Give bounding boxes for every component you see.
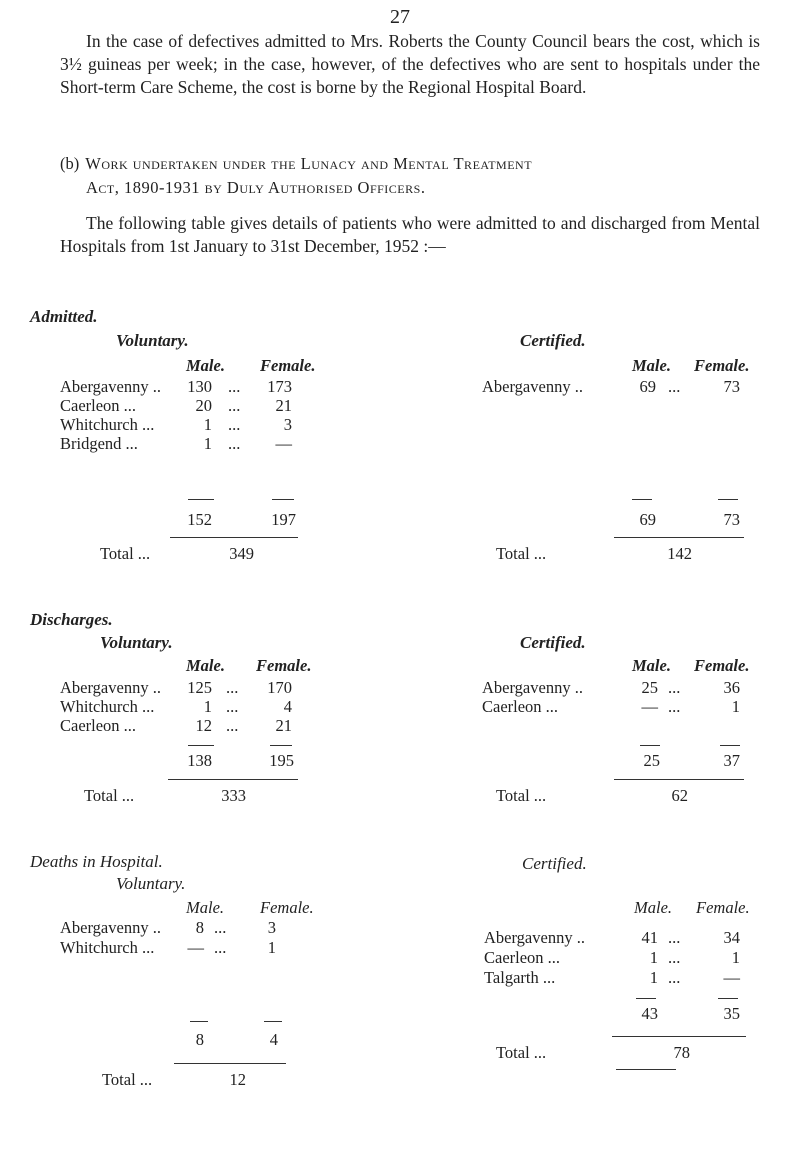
table-row-male: 1 xyxy=(203,697,212,716)
table-row-male: 1 xyxy=(649,948,658,967)
table-row-place: Bridgend ... xyxy=(60,434,138,453)
table-row-sep: ... xyxy=(668,968,681,987)
total-value: 62 xyxy=(671,786,688,805)
deaths-vol-female-heading: Female. xyxy=(260,898,314,917)
table-row-male: — xyxy=(641,697,658,716)
admitted-vol-male-heading: Male. xyxy=(186,356,225,375)
table-row-sep: ... xyxy=(668,377,681,396)
table-row-male: 41 xyxy=(641,928,658,947)
table-intro-paragraph: The following table gives details of patients who were admitted to and discharged from Mental Hospitals from 1st January to 31st December, 1952 :— xyxy=(60,213,760,256)
deaths-voluntary-heading: Voluntary. xyxy=(116,874,186,893)
total-value: 142 xyxy=(667,544,692,563)
table-row-male: 25 xyxy=(641,678,658,697)
admitted-voluntary-heading: Voluntary. xyxy=(116,331,189,350)
table-row-sep: ... xyxy=(668,948,681,967)
table-row-male: 1 xyxy=(203,415,212,434)
page-number: 27 xyxy=(390,6,410,28)
table-row-sep: ... xyxy=(668,678,681,697)
table-row-male: 130 xyxy=(187,377,212,396)
intro-paragraph: In the case of defectives admitted to Mrs. Roberts the County Council bears the cost, which is 3½ guineas per week; in the case, however, of the defectives who are sent to hospitals under the Short-term Care Scheme, the cost is borne by the Regional Hospital Board. xyxy=(60,31,760,97)
table-row-female: 21 xyxy=(275,716,292,735)
table-row-place: Caerleon ... xyxy=(60,396,137,415)
table-row-place: Caerleon ... xyxy=(484,948,561,967)
table-row-place: Abergavenny .. xyxy=(60,377,161,396)
admitted-vol-female-heading: Female. xyxy=(260,356,316,375)
table-row-sep: ... xyxy=(228,415,241,434)
table-row-female: 1 xyxy=(731,948,740,967)
total-value: 333 xyxy=(221,786,246,805)
subtotal-female: 73 xyxy=(723,510,740,529)
closing-rule xyxy=(616,1069,676,1070)
table-row-female: 4 xyxy=(283,697,292,716)
deaths-vol-male-heading: Male. xyxy=(186,898,225,917)
total-rule xyxy=(614,537,744,538)
table-row-place: Talgarth ... xyxy=(484,968,556,987)
table-row-male: 8 xyxy=(195,918,204,937)
subtotal-female: 197 xyxy=(271,510,296,529)
subtotal-male: 43 xyxy=(641,1004,658,1023)
subtotal-rule xyxy=(272,499,294,500)
deaths-title: Deaths in Hospital. xyxy=(30,852,163,871)
subtotal-rule xyxy=(188,499,214,500)
subtotal-rule xyxy=(640,745,660,746)
total-label: Total ... xyxy=(496,1043,547,1062)
admitted-certified-heading: Certified. xyxy=(520,331,586,350)
admitted-title: Admitted. xyxy=(30,307,98,326)
total-label: Total ... xyxy=(84,786,135,805)
subtotal-male: 25 xyxy=(643,751,660,770)
table-row-male: 20 xyxy=(195,396,212,415)
discharges-cert-female-heading: Female. xyxy=(694,656,750,675)
heading-line-1: Work undertaken under the Lunacy and Mental Treatment xyxy=(85,154,533,173)
table-row-sep: ... xyxy=(228,377,241,396)
admitted-cert-male-heading: Male. xyxy=(632,356,671,375)
subtotal-female: 35 xyxy=(723,1004,740,1023)
table-row-place: Abergavenny .. xyxy=(60,918,161,937)
table-row-place: Abergavenny .. xyxy=(482,377,583,396)
table-row-place: Whitchurch ... xyxy=(60,938,155,957)
total-label: Total ... xyxy=(100,544,151,563)
table-row-male: — xyxy=(187,938,204,957)
table-row-sep: ... xyxy=(226,716,239,735)
table-row-sep: ... xyxy=(214,918,227,937)
total-value: 349 xyxy=(229,544,254,563)
section-heading xyxy=(60,152,760,200)
table-row-place: Whitchurch ... xyxy=(60,697,155,716)
total-value: 12 xyxy=(229,1070,246,1089)
table-row-sep: ... xyxy=(214,938,227,957)
total-rule xyxy=(168,779,298,780)
table-row-place: Whitchurch ... xyxy=(60,415,155,434)
subtotal-male: 152 xyxy=(187,510,212,529)
discharges-certified-heading: Certified. xyxy=(520,633,586,652)
subtotal-male: 138 xyxy=(187,751,212,770)
subtotal-female: 195 xyxy=(269,751,294,770)
total-label: Total ... xyxy=(102,1070,153,1089)
table-row-female: 36 xyxy=(723,678,740,697)
total-value: 78 xyxy=(673,1043,690,1062)
subtotal-female: 37 xyxy=(723,751,740,770)
deaths-cert-female-heading: Female. xyxy=(696,898,750,917)
table-row-place: Abergavenny .. xyxy=(60,678,161,697)
total-label: Total ... xyxy=(496,786,547,805)
subtotal-rule xyxy=(718,499,738,500)
subtotal-rule xyxy=(718,998,738,999)
table-row-sep: ... xyxy=(228,434,241,453)
subtotal-rule xyxy=(720,745,740,746)
table-row-male: 125 xyxy=(187,678,212,697)
table-row-female: 21 xyxy=(275,396,292,415)
heading-line-2: Act, 1890-1931 by Duly Authorised Officers. xyxy=(86,178,426,197)
subtotal-female: 4 xyxy=(269,1030,278,1049)
subtotal-male: 69 xyxy=(639,510,656,529)
table-row-female: 34 xyxy=(723,928,740,947)
subtotal-male: 8 xyxy=(195,1030,204,1049)
table-row-sep: ... xyxy=(228,396,241,415)
table-row-female: — xyxy=(723,968,740,987)
discharges-cert-male-heading: Male. xyxy=(632,656,671,675)
table-row-sep: ... xyxy=(668,928,681,947)
table-row-sep: ... xyxy=(668,697,681,716)
table-row-place: Caerleon ... xyxy=(60,716,137,735)
table-row-female: 3 xyxy=(283,415,292,434)
discharges-vol-female-heading: Female. xyxy=(256,656,312,675)
table-row-male: 69 xyxy=(639,377,656,396)
deaths-certified-heading: Certified. xyxy=(522,854,587,873)
table-row-male: 1 xyxy=(649,968,658,987)
deaths-cert-male-heading: Male. xyxy=(634,898,673,917)
subtotal-rule xyxy=(190,1021,208,1022)
total-rule xyxy=(170,537,298,538)
table-row-female: 73 xyxy=(723,377,740,396)
subtotal-rule xyxy=(188,745,214,746)
admitted-cert-female-heading: Female. xyxy=(694,356,750,375)
subtotal-rule xyxy=(270,745,292,746)
subtotal-rule xyxy=(636,998,656,999)
total-rule xyxy=(174,1063,286,1064)
table-row-male: 1 xyxy=(203,434,212,453)
table-row-female: 170 xyxy=(267,678,292,697)
total-label: Total ... xyxy=(496,544,547,563)
table-row-place: Caerleon ... xyxy=(482,697,559,716)
table-row-female: 1 xyxy=(731,697,740,716)
table-row-sep: ... xyxy=(226,697,239,716)
table-row-male: 12 xyxy=(195,716,212,735)
subtotal-rule xyxy=(264,1021,282,1022)
subtotal-rule xyxy=(632,499,652,500)
table-row-place: Abergavenny .. xyxy=(484,928,585,947)
table-row-female: 3 xyxy=(267,918,276,937)
total-rule xyxy=(612,1036,746,1037)
discharges-voluntary-heading: Voluntary. xyxy=(100,633,173,652)
discharges-title: Discharges. xyxy=(30,610,113,629)
total-rule xyxy=(614,779,744,780)
section-label: (b) xyxy=(60,154,80,173)
table-row-female: 1 xyxy=(267,938,276,957)
table-row-female: — xyxy=(275,434,292,453)
table-row-place: Abergavenny .. xyxy=(482,678,583,697)
table-row-female: 173 xyxy=(267,377,292,396)
table-row-sep: ... xyxy=(226,678,239,697)
discharges-vol-male-heading: Male. xyxy=(186,656,225,675)
